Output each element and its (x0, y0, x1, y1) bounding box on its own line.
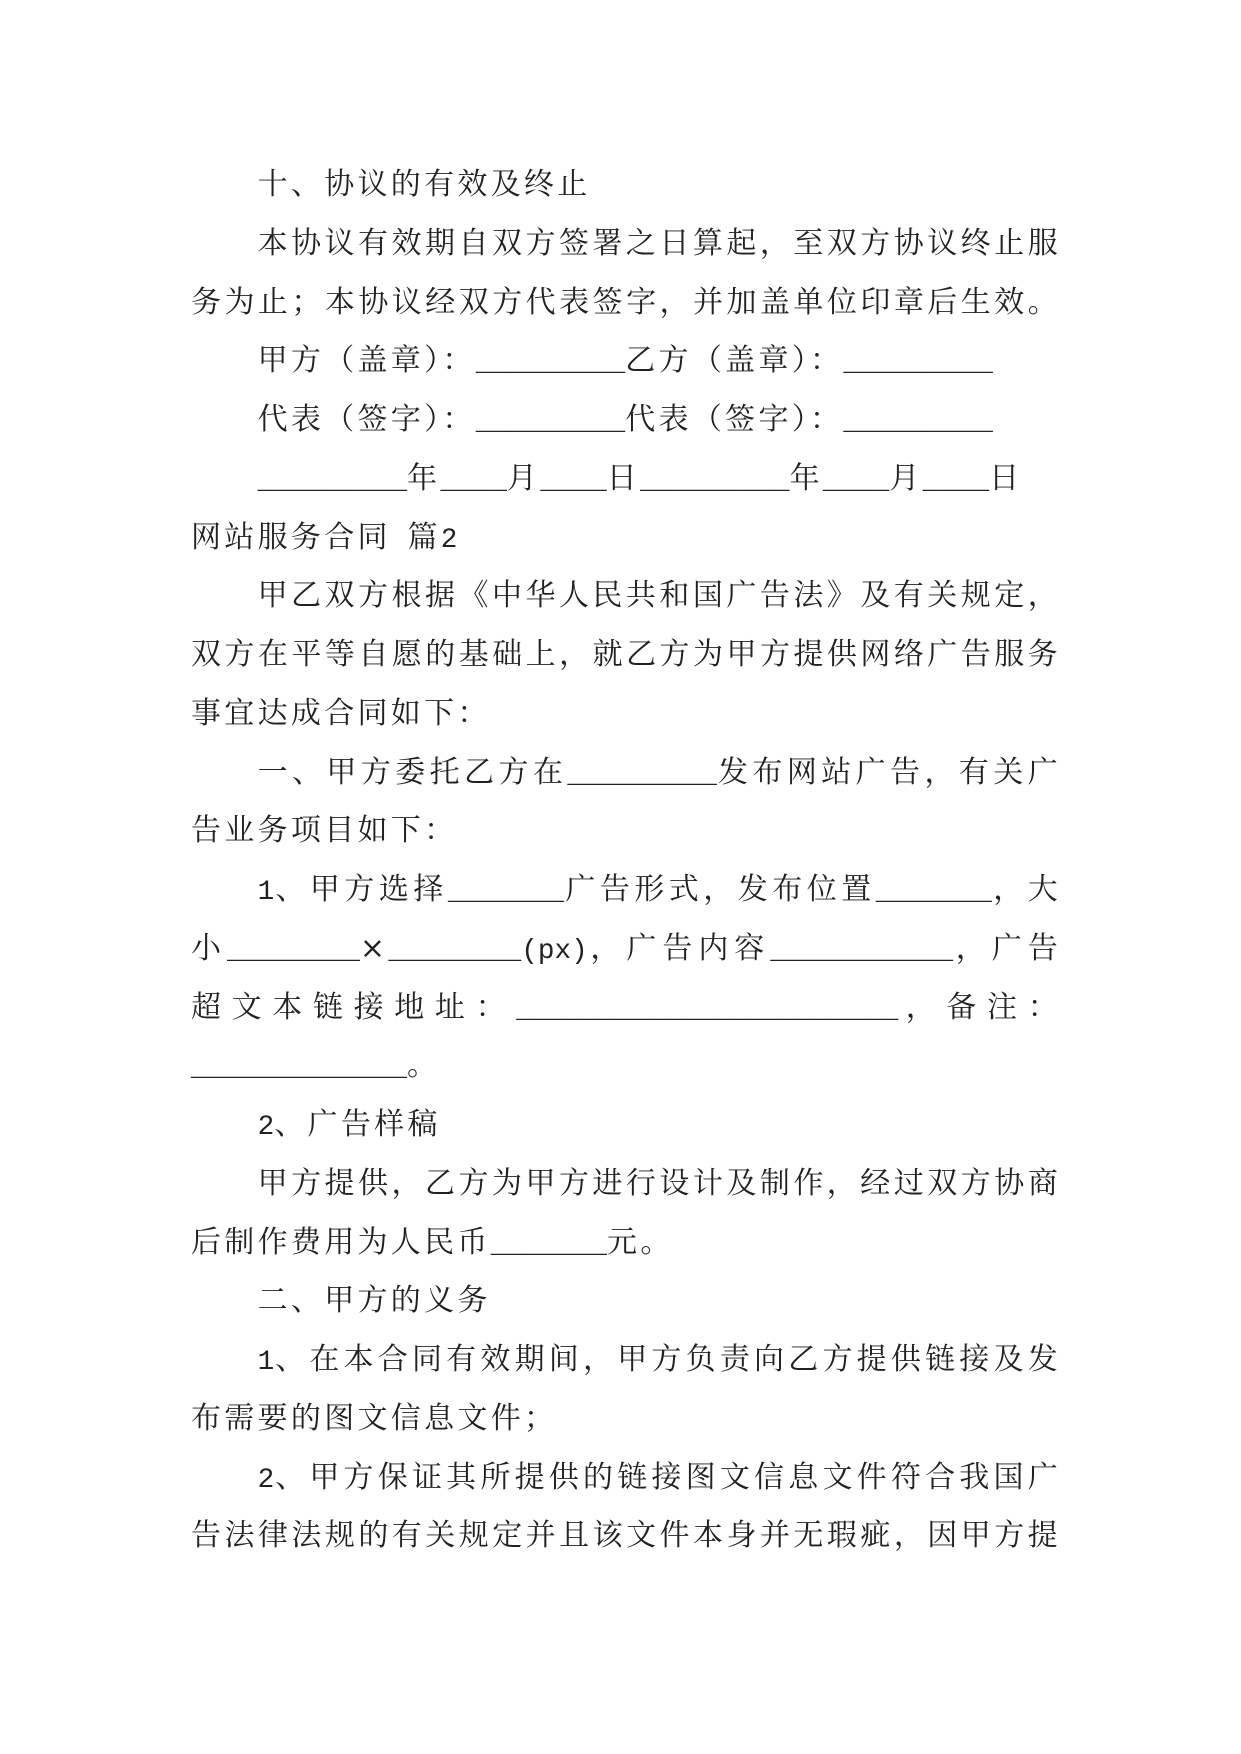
text-run: 二、甲方的义务 (257, 1283, 491, 1319)
text-run: 甲方提供，乙方为甲方进行设计及制作，经过双方协商 (257, 1165, 1061, 1201)
text-run: 本协议有效期自双方签署之日算起，至双方协议终止服 (257, 225, 1061, 261)
preamble-line (191, 567, 1061, 626)
text-run: _____________ (191, 1053, 407, 1085)
item-1-line (191, 979, 1061, 1038)
text-run: 、广告样稿 (274, 1107, 441, 1142)
party-b-date-field (640, 461, 1022, 496)
article-2-item-1-line (191, 1390, 1061, 1449)
text-run: 布需要的图文信息文件； (191, 1400, 558, 1436)
text-run: _________ (640, 465, 790, 497)
preamble-line (191, 626, 1061, 685)
article-2-item-2-line (191, 1449, 1061, 1508)
text-run: 代表（签字）： (625, 402, 844, 437)
party-a-representative-field (258, 402, 626, 437)
clause-heading (191, 156, 1061, 215)
text-run: 2 (440, 524, 458, 556)
text-run: _________ (843, 348, 993, 380)
text-run: ____ (540, 465, 607, 497)
text-run: _______ (875, 877, 993, 908)
seal-row (191, 332, 1061, 391)
text-run: 甲乙双方根据《中华人民共和国广告法》及有关规定， (257, 578, 1061, 614)
text-run: _______________________ (516, 994, 899, 1026)
party-b-seal-field (625, 343, 993, 378)
text-run: 十、协议的有效及终止 (257, 167, 591, 202)
text-run: _______ (447, 877, 565, 908)
text-run: 元。 (607, 1224, 674, 1260)
text-run: 广告形式，发布位置 (564, 872, 876, 907)
text-run: 超文本链接地址： (191, 989, 517, 1025)
text-run: 后制作费用为人民币 (191, 1224, 491, 1260)
article-1-line (191, 802, 1061, 861)
text-run: 告业务项目如下： (191, 813, 458, 849)
representative-row (191, 391, 1061, 450)
text-run: 、甲方选择 (274, 872, 448, 907)
text-run: ，广告 (953, 930, 1062, 966)
article-1-line (191, 744, 1061, 803)
text-run: _________ (475, 348, 626, 380)
text-run: 务为止；本协议经双方代表签字，并加盖单位印章后生效。 (191, 284, 1061, 320)
party-b-representative-field (625, 402, 993, 437)
text-run: 、在本合同有效期间，甲方负责向乙方提供链接及发 (274, 1342, 1061, 1377)
text-run: ，大 (992, 872, 1062, 907)
text-run: 年 (407, 460, 441, 496)
text-run: _________ (257, 465, 408, 497)
text-run: ____ (922, 465, 990, 497)
text-run: 1 (257, 1347, 275, 1378)
item-2-heading (191, 1096, 1061, 1155)
text-run: ________(px) (388, 935, 588, 967)
text-run: 月 (506, 460, 541, 496)
preamble-line (191, 685, 1061, 744)
article-2-item-1-line (191, 1331, 1061, 1390)
text-run: 一、甲方委托乙方在 (257, 754, 568, 790)
text-run: 双方在平等自愿的基础上，就乙方为甲方提供网络广告服务 (191, 637, 1061, 672)
paragraph-line (191, 274, 1061, 333)
text-run: 代表（签字）： (257, 402, 476, 437)
item-2-line (191, 1155, 1061, 1214)
text-run: ，备注： (898, 989, 1062, 1025)
party-a-seal-field (258, 343, 626, 378)
contract-title (191, 509, 1061, 568)
text-run: 甲方（盖章）： (257, 343, 476, 379)
text-run: 日 (989, 460, 1023, 496)
text-run: 乙方（盖章）： (625, 343, 844, 379)
text-run: _________ (567, 759, 717, 791)
article-2-heading (191, 1272, 1061, 1331)
item-1-line (191, 920, 1061, 979)
text-run: ________ (226, 935, 360, 967)
text-run: 年 (789, 460, 823, 496)
text-run: _______ (490, 1229, 608, 1261)
text-run: 2 (257, 1112, 275, 1143)
text-run: 。 (407, 1048, 441, 1084)
text-run: 告法律法规的有关规定并且该文件本身并无瑕疵，因甲方提 (191, 1518, 1061, 1554)
text-run: ，广告内容 (587, 930, 771, 966)
text-run: _________ (843, 407, 993, 438)
text-run: 月 (889, 460, 923, 496)
text-run: 日 (606, 460, 641, 496)
text-run (391, 525, 408, 556)
text-run: _________ (475, 407, 626, 438)
text-run: × (359, 930, 389, 966)
text-run: 发布网站广告，有关广 (716, 754, 1062, 790)
text-run: ___________ (770, 935, 954, 967)
party-a-date-field (258, 461, 640, 496)
text-run: 、甲方保证其所提供的链接图文信息文件符合我国广 (274, 1459, 1061, 1495)
article-2-item-2-line (191, 1507, 1061, 1566)
item-2-line (191, 1214, 1061, 1273)
text-run: 网站服务合同 (191, 519, 391, 555)
date-row (191, 450, 1061, 509)
text-run: ____ (822, 465, 890, 497)
text-run: 篇 (407, 519, 441, 555)
text-run: 事宜达成合同如下： (191, 695, 491, 731)
item-1-line (191, 1037, 1061, 1096)
text-run: 1 (257, 877, 275, 908)
document-body (191, 156, 1061, 1566)
text-run: 2 (257, 1464, 275, 1496)
item-1-line (191, 861, 1061, 920)
text-run: 小 (191, 930, 227, 966)
paragraph-line (191, 215, 1061, 274)
text-run: ____ (440, 465, 507, 497)
